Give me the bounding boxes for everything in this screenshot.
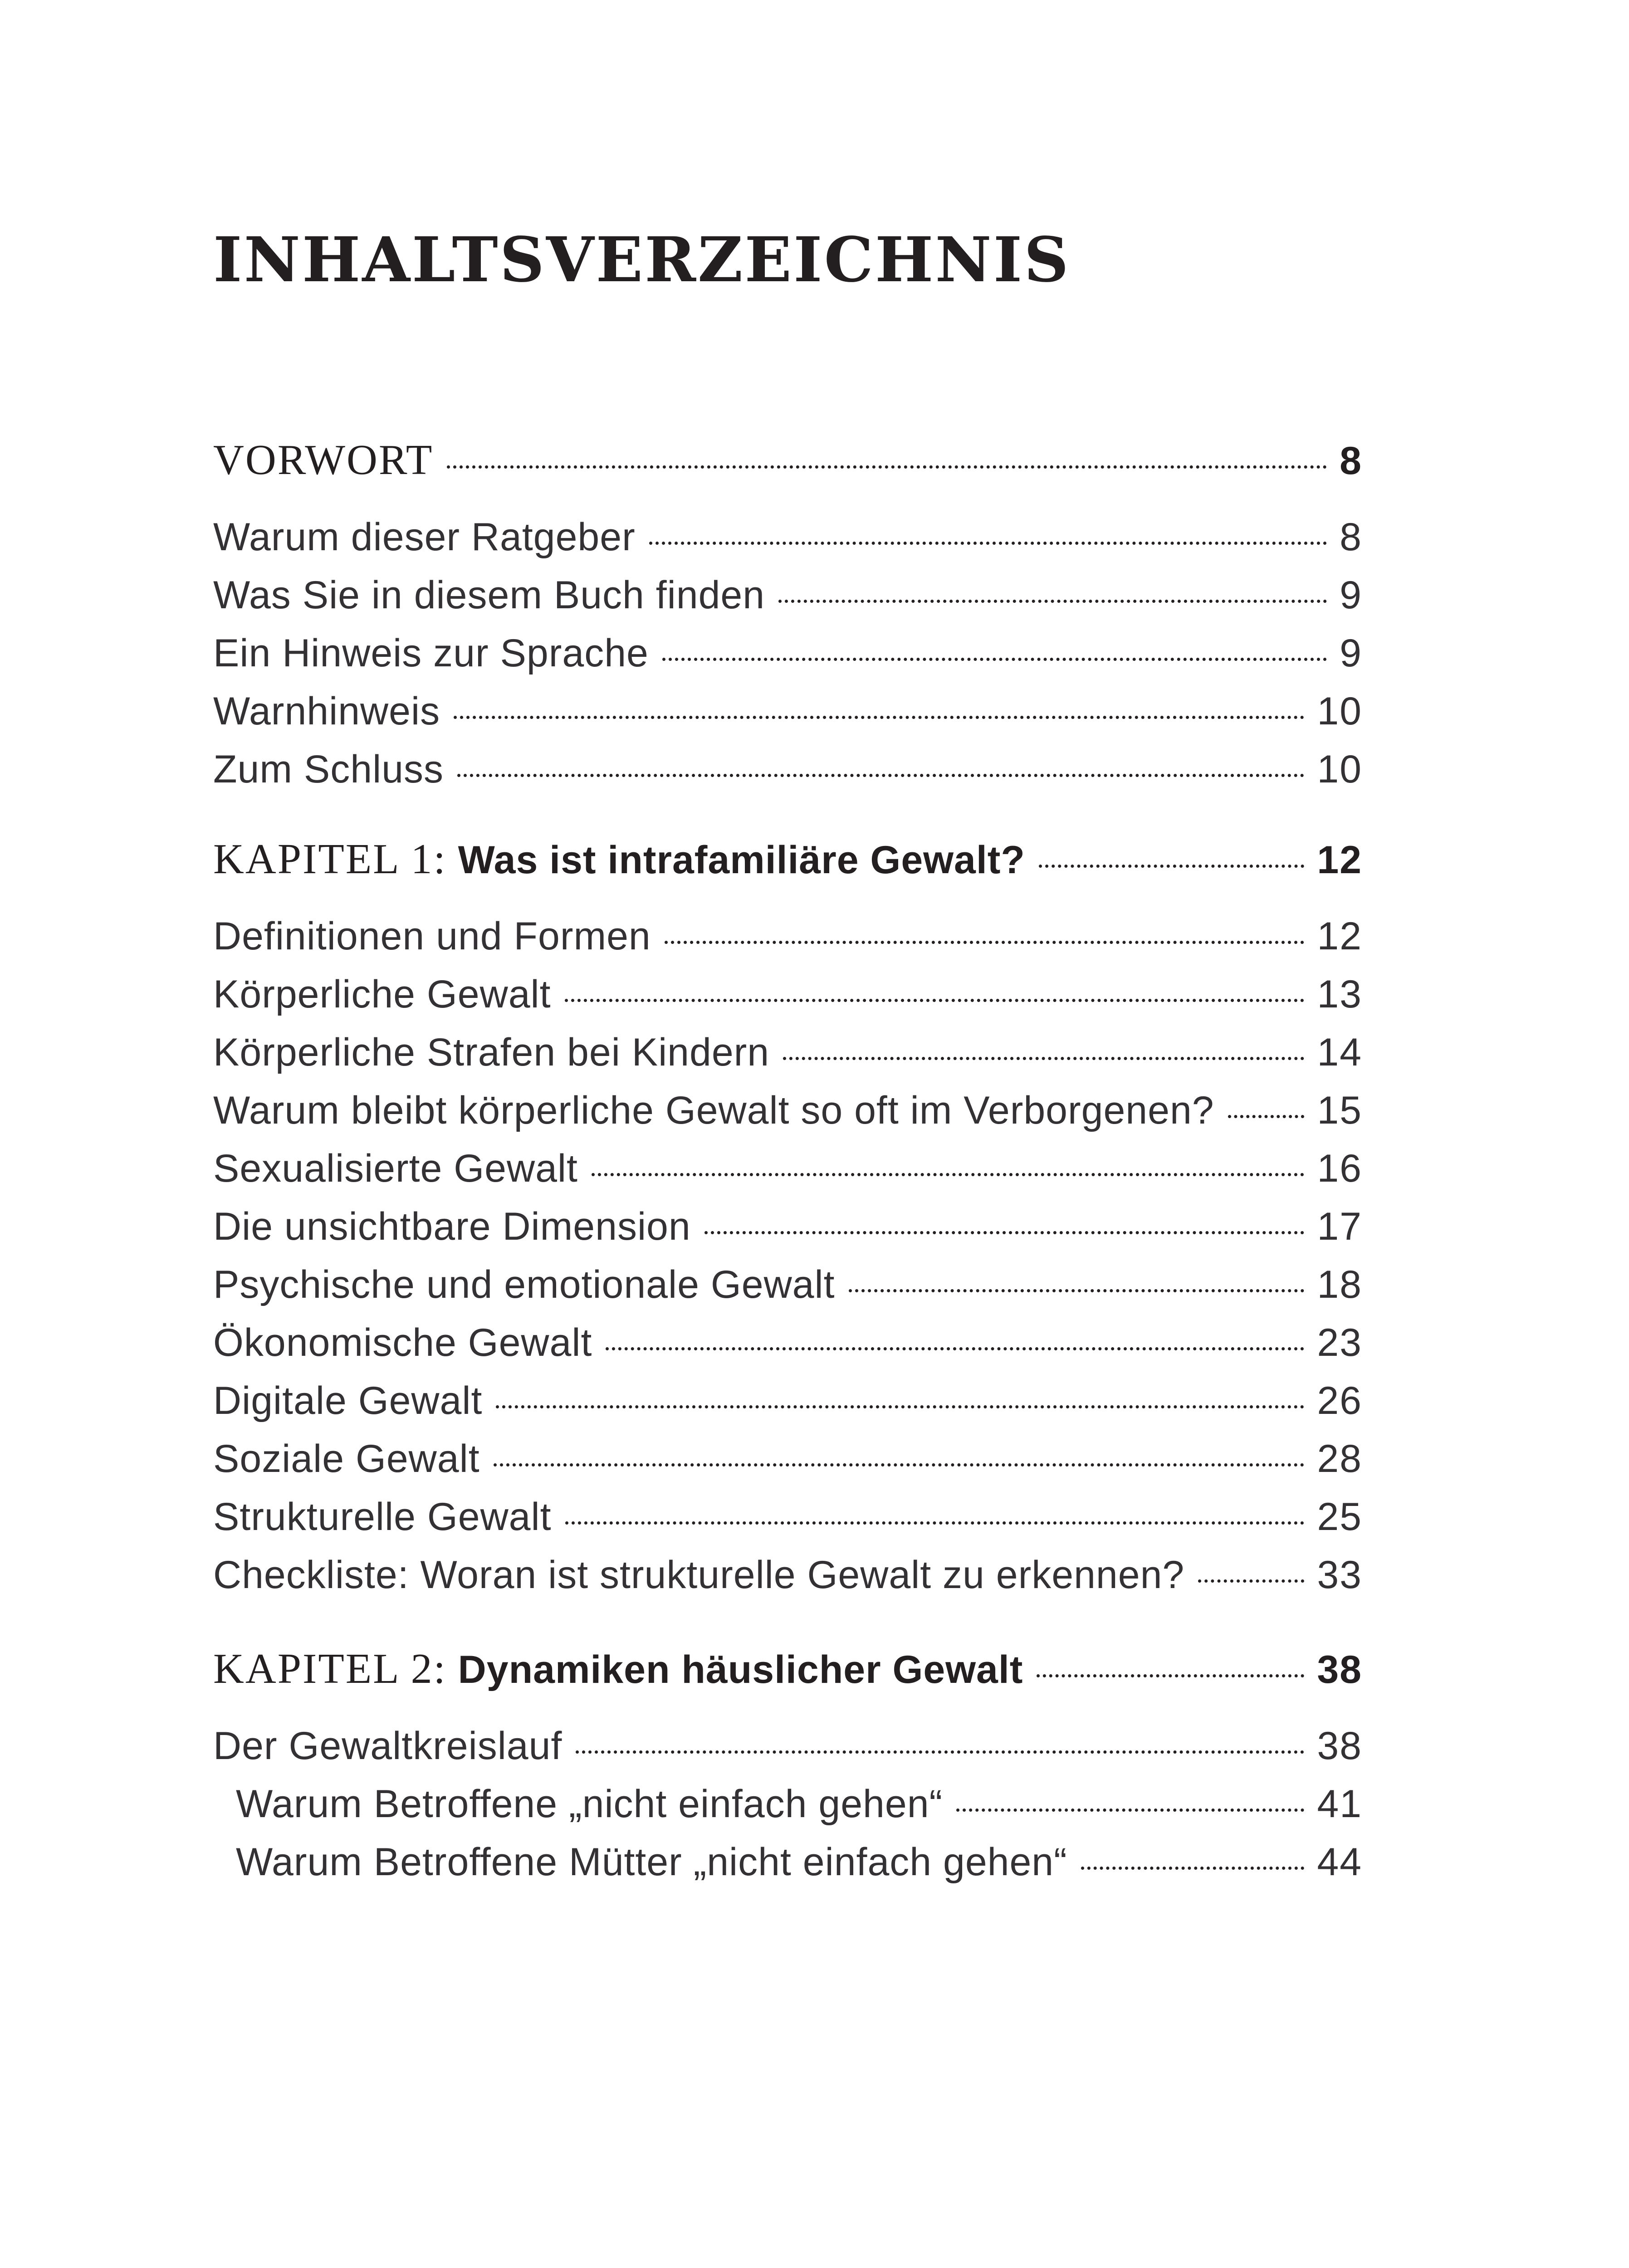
toc-entry[interactable] [213, 1030, 1362, 1075]
toc-heading-label [213, 435, 433, 484]
toc-page-number: 41 [1317, 1782, 1362, 1826]
toc-entry[interactable] [213, 1378, 1362, 1423]
toc-entry-label: Körperliche Strafen bei Kindern [213, 1031, 770, 1074]
toc-entry[interactable] [213, 1495, 1362, 1540]
toc-page-number: 38 [1317, 1648, 1362, 1691]
toc-entry[interactable] [213, 1320, 1362, 1365]
toc-heading-title: Dynamiken häuslicher Gewalt [458, 1648, 1023, 1691]
toc-entry-label: Digitale Gewalt [213, 1379, 483, 1422]
toc-entry-label: Der Gewaltkreislauf [213, 1724, 563, 1768]
toc-heading-prefix: KAPITEL 1: [213, 836, 447, 883]
dot-leader [565, 1521, 1305, 1525]
toc-entry[interactable] [213, 1437, 1362, 1481]
dot-leader [592, 1173, 1304, 1176]
dot-leader [606, 1347, 1304, 1350]
toc-page-number: 10 [1317, 748, 1362, 791]
dot-leader [1081, 1867, 1305, 1870]
toc-page-number: 16 [1317, 1147, 1362, 1190]
toc-page-number: 12 [1317, 914, 1362, 958]
toc-page-number: 8 [1340, 439, 1362, 483]
toc-heading-label [213, 1644, 1023, 1693]
toc-heading-prefix: KAPITEL 2: [213, 1645, 447, 1692]
toc-entry-label: Was Sie in diesem Buch finden [213, 573, 765, 617]
toc-entry-label: Psychische und emotionale Gewalt [213, 1263, 835, 1306]
toc-entry-label: Warum Betroffene „nicht einfach gehen“ [236, 1782, 943, 1826]
toc-entry[interactable] [213, 1553, 1362, 1598]
dot-leader [576, 1750, 1304, 1754]
toc-subentry[interactable] [236, 1840, 1362, 1885]
toc-entry[interactable] [213, 972, 1362, 1017]
toc-heading-prefix: VORWORT [213, 436, 434, 484]
dot-leader [665, 941, 1305, 944]
dot-leader [1228, 1115, 1305, 1118]
toc-entry[interactable] [213, 1088, 1362, 1133]
toc-entry-label: Warum bleibt körperliche Gewalt so oft im Verborgenen? [213, 1089, 1214, 1132]
toc-page-number: 8 [1340, 515, 1362, 559]
dot-leader [1198, 1579, 1304, 1583]
toc-entry-label: Sexualisierte Gewalt [213, 1147, 578, 1190]
toc-heading-kapitel-1[interactable] [213, 835, 1362, 884]
toc-entry-label: Warum Betroffene Mütter „nicht einfach gehen“ [236, 1840, 1067, 1884]
toc-page-number: 12 [1317, 838, 1362, 882]
toc-entry[interactable] [213, 1262, 1362, 1307]
toc-entry-label: Die unsichtbare Dimension [213, 1205, 691, 1248]
dot-leader [956, 1809, 1304, 1812]
toc-entry-label: Körperliche Gewalt [213, 973, 551, 1016]
toc-entry[interactable] [213, 1204, 1362, 1249]
toc-entry-label: Soziale Gewalt [213, 1437, 480, 1481]
toc-entry-label: Ökonomische Gewalt [213, 1321, 592, 1364]
toc-entry[interactable] [213, 631, 1362, 676]
toc-page-number: 17 [1317, 1205, 1362, 1248]
dot-leader [704, 1231, 1305, 1234]
toc-entry[interactable] [213, 1724, 1362, 1769]
dot-leader [778, 600, 1327, 603]
toc-page-number: 13 [1317, 973, 1362, 1016]
page-title: INHALTSVERZEICHNIS [213, 224, 1071, 296]
toc-page-number: 9 [1340, 573, 1362, 617]
toc-entry-label: Ein Hinweis zur Sprache [213, 631, 649, 675]
toc-entry-label: Zum Schluss [213, 748, 444, 791]
dot-leader [1037, 1674, 1304, 1677]
dot-leader [494, 1463, 1305, 1466]
dot-leader [649, 542, 1327, 545]
dot-leader [565, 999, 1305, 1002]
dot-leader [447, 465, 1327, 469]
toc-page-number: 10 [1317, 689, 1362, 733]
toc-entry[interactable] [213, 573, 1362, 618]
toc-heading-kapitel-2[interactable] [213, 1644, 1362, 1693]
toc-heading-label [213, 835, 1025, 884]
dot-leader [454, 716, 1304, 719]
toc-page-number: 18 [1317, 1263, 1362, 1306]
toc-page-number: 14 [1317, 1031, 1362, 1074]
toc-entry-label: Definitionen und Formen [213, 914, 651, 958]
dot-leader [662, 658, 1327, 661]
toc-page-number: 28 [1317, 1437, 1362, 1481]
toc-page-number: 23 [1317, 1321, 1362, 1364]
toc-entry-label: Warum dieser Ratgeber [213, 515, 636, 559]
toc-heading-title: Was ist intrafamiliäre Gewalt? [458, 838, 1025, 882]
dot-leader [1039, 865, 1304, 868]
toc-entry[interactable] [213, 1146, 1362, 1191]
toc-page-number: 44 [1317, 1840, 1362, 1884]
toc-page-number: 15 [1317, 1089, 1362, 1132]
toc-page-number: 33 [1317, 1553, 1362, 1597]
toc-page-number: 38 [1317, 1724, 1362, 1768]
toc-page-number: 25 [1317, 1495, 1362, 1539]
toc-entry[interactable] [213, 914, 1362, 959]
toc-page-number: 9 [1340, 631, 1362, 675]
dot-leader [783, 1057, 1304, 1060]
dot-leader [457, 774, 1304, 777]
toc-page-number: 26 [1317, 1379, 1362, 1422]
toc-heading-vorwort[interactable] [213, 435, 1362, 484]
toc-entry[interactable] [213, 689, 1362, 734]
dot-leader [849, 1289, 1305, 1292]
toc-entry[interactable] [213, 515, 1362, 560]
toc-subentry[interactable] [236, 1782, 1362, 1827]
toc-entry-label: Warnhinweis [213, 689, 440, 733]
toc-entry-label: Strukturelle Gewalt [213, 1495, 552, 1539]
dot-leader [496, 1405, 1304, 1408]
toc-entry[interactable] [213, 747, 1362, 792]
toc-entry-label: Checkliste: Woran ist strukturelle Gewalt zu erkennen? [213, 1553, 1185, 1597]
